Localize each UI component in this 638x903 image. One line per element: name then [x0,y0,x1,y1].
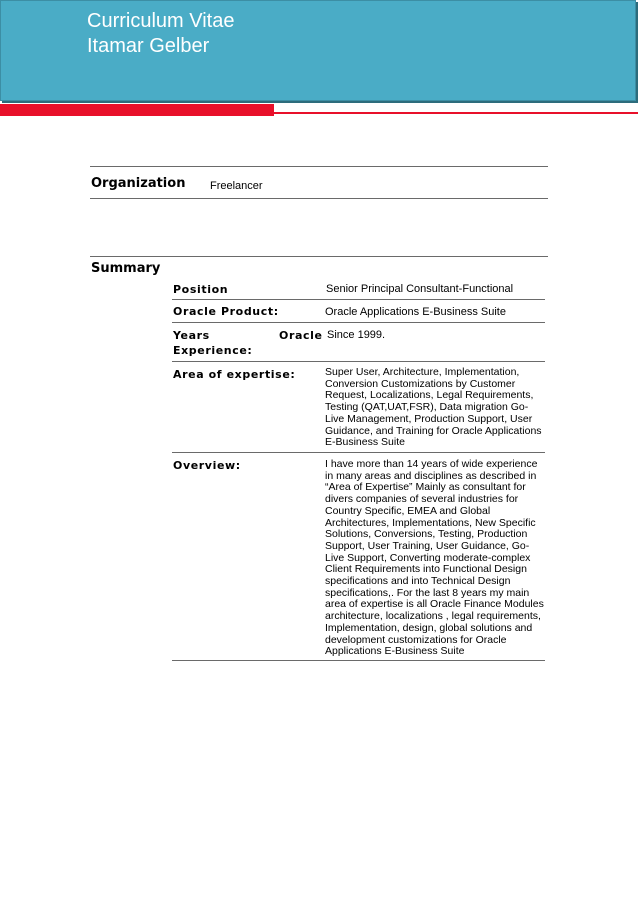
divider [90,198,548,199]
accent-bar [0,104,274,116]
organization-label: Organization [91,176,186,191]
document-title [87,9,234,59]
title-line-1: Curriculum Vitae [87,10,235,32]
divider [90,256,548,257]
oracle-product-label: Oracle Product: [173,305,279,318]
divider [90,166,548,167]
years-experience-value: Since 1999. [327,329,386,341]
years-experience-label-part2: Oracle [279,329,323,342]
divider [172,299,545,300]
oracle-product-value: Oracle Applications E-Business Suite [325,306,506,318]
divider [172,452,545,453]
divider [172,361,545,362]
overview-value: I have more than 14 years of wide experience in many areas and disciplines as described in “Area of Expertise” Mainly as consultant for divers companies of several industries for Country Specific, EMEA and Global Architectures, Implementations, New Specific Solutions, Conversions, Testing, Production Support, User Training, User Guidance, Go-Live Support, Converting moderate-complex Client Requirements into Functional Design specifications and into Technical Design specifications,. For the last 8 years my main area of expertise is all Oracle Finance Modules architecture, localizations , legal requirements, Implementation, design, global solutions and development customizations for Oracle Applications E-Business Suite [325,458,544,658]
summary-heading: Summary [91,261,161,276]
position-value: Senior Principal Consultant-Functional [326,283,514,295]
divider [172,660,545,661]
organization-value: Freelancer [210,180,263,192]
title-line-2: Itamar Gelber [87,35,210,57]
accent-line [274,112,638,114]
years-experience-label-part1: Years [173,329,210,342]
area-of-expertise-value: Super User, Architecture, Implementation, Conversion Customizations by Customer Request, Localizations, Legal Requirements, Testing (QAT,UAT,FSR), Data migration Go-Live Management, Production Support, User Guidance, and Training for Oracle Applications E-Business Suite [325,366,542,449]
area-of-expertise-label: Area of expertise: [173,368,296,381]
position-label: Position [173,283,229,296]
overview-label: Overview: [173,459,241,472]
divider [172,322,545,323]
years-experience-label-part3: Experience: [173,344,253,357]
